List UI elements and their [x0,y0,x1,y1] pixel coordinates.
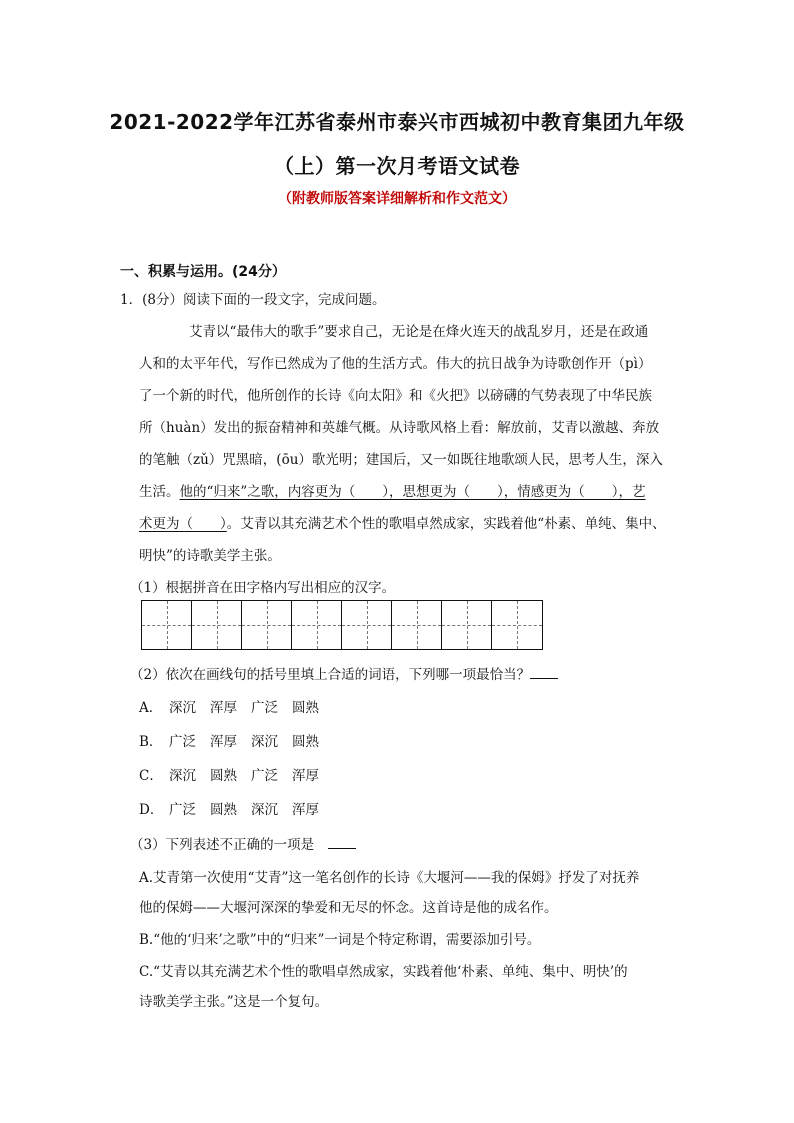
tianzige-cell[interactable] [492,601,542,649]
tianzige-cell[interactable] [242,601,292,649]
option-letter: A． [139,700,163,716]
exam-title-line1: 2021-2022学年江苏省泰州市泰兴市西城初中教育集团九年级 [109,110,685,134]
passage-line: 的笔触（zǔ）咒黑暗，(ōu）歌光明；建国后，又一如既往地歌颂人民，思考人生，深入 [139,452,663,468]
option-a[interactable] [139,698,333,718]
statement-a-cont: 他的保姆——大堰河深深的挚爱和无尽的怀念。这首诗是他的成名作。 [139,900,558,916]
statement-c-cont: 诗歌美学主张。”这是一个复句。 [139,994,329,1010]
sub-question-2-text: （2）依次在画线句的括号里填上合适的词语，下列哪一项最恰当？ [130,667,531,683]
tianzige-cell[interactable] [142,601,192,649]
passage-line: 明快”的诗歌美学主张。 [139,548,281,564]
sub-question-3-text: （3）下列表述不正确的一项是 [130,837,315,853]
option-letter: B． [139,734,163,750]
option-word: 圆熟 [292,734,319,750]
option-word: 广泛 [251,768,278,784]
option-word: 浑厚 [292,802,319,818]
sub-question-1: （1）根据拼音在田字格内写出相应的汉字。 [130,580,396,596]
tianzige-cell[interactable] [292,601,342,649]
underlined-sentence: 他的“归来”之歌，内容更为（ ），思想更为（ ），情感更为（ ），艺 [179,484,646,500]
option-word: 浑厚 [292,768,319,784]
option-b[interactable] [139,732,333,752]
passage-line [139,482,646,502]
passage-line: 所（huàn）发出的振奋精神和英雄气概。从诗歌风格上看：解放前，艾青以激越、奔放 [139,420,660,436]
underlined-sentence: 术更为（ ） [139,516,227,532]
exam-title-line2: （上）第一次月考语文试卷 [274,154,520,178]
question-1-intro: 1．(8分）阅读下面的一段文字，完成问题。 [120,292,386,308]
exam-subtitle: （附教师版答案详细解析和作文范文） [278,191,516,207]
option-word: 广泛 [169,734,196,750]
option-word: 深沉 [251,734,278,750]
option-d[interactable] [139,800,333,820]
section-heading: 一、积累与运用。(24分） [120,264,286,280]
tianzige-cell[interactable] [392,601,442,649]
option-letter: C． [139,768,163,784]
option-word: 圆熟 [292,700,319,716]
option-word: 圆熟 [210,768,237,784]
answer-blank[interactable] [530,664,558,679]
tianzige-cell[interactable] [342,601,392,649]
passage-line: 人和的太平年代，写作已然成为了他的生活方式。伟大的抗日战争为诗歌创作开（pì） [139,356,652,372]
option-word: 浑厚 [210,734,237,750]
option-word: 浑厚 [210,700,237,716]
sub-question-3 [130,834,356,855]
passage-text: 生活。 [139,484,180,500]
tianzige-cell[interactable] [442,601,492,649]
option-word: 广泛 [169,802,196,818]
option-word: 深沉 [251,802,278,818]
passage-line: 艾青以“最伟大的歌手”要求自己，无论是在烽火连天的战乱岁月，还是在政通 [189,324,649,340]
tianzige-cell[interactable] [192,601,242,649]
statement-b: B.“他的‘归来’之歌”中的“归来”一词是个特定称谓，需要添加引号。 [139,932,541,948]
option-word: 广泛 [251,700,278,716]
option-letter: D． [139,802,164,818]
statement-c: C.“艾青以其充满艺术个性的歌唱卓然成家，实践着他‘朴素、单纯、集中、明快’的 [139,964,628,980]
passage-line [139,514,666,534]
option-c[interactable] [139,766,333,786]
option-word: 圆熟 [210,802,237,818]
passage-text: 。艾青以其充满艺术个性的歌唱卓然成家，实践着他“朴素、单纯、集中、 [226,516,666,532]
answer-blank[interactable] [328,834,356,849]
passage-line: 了一个新的时代，他所创作的长诗《向太阳》和《火把》以磅礴的气势表现了中华民族 [139,388,652,404]
statement-a: A.艾青第一次使用“艾青”这一笔名创作的长诗《大堰河——我的保姆》抒发了对抚养 [139,870,640,886]
tianzige-grid [141,600,543,650]
sub-question-2 [130,664,558,685]
option-word: 深沉 [169,768,196,784]
option-word: 深沉 [169,700,196,716]
